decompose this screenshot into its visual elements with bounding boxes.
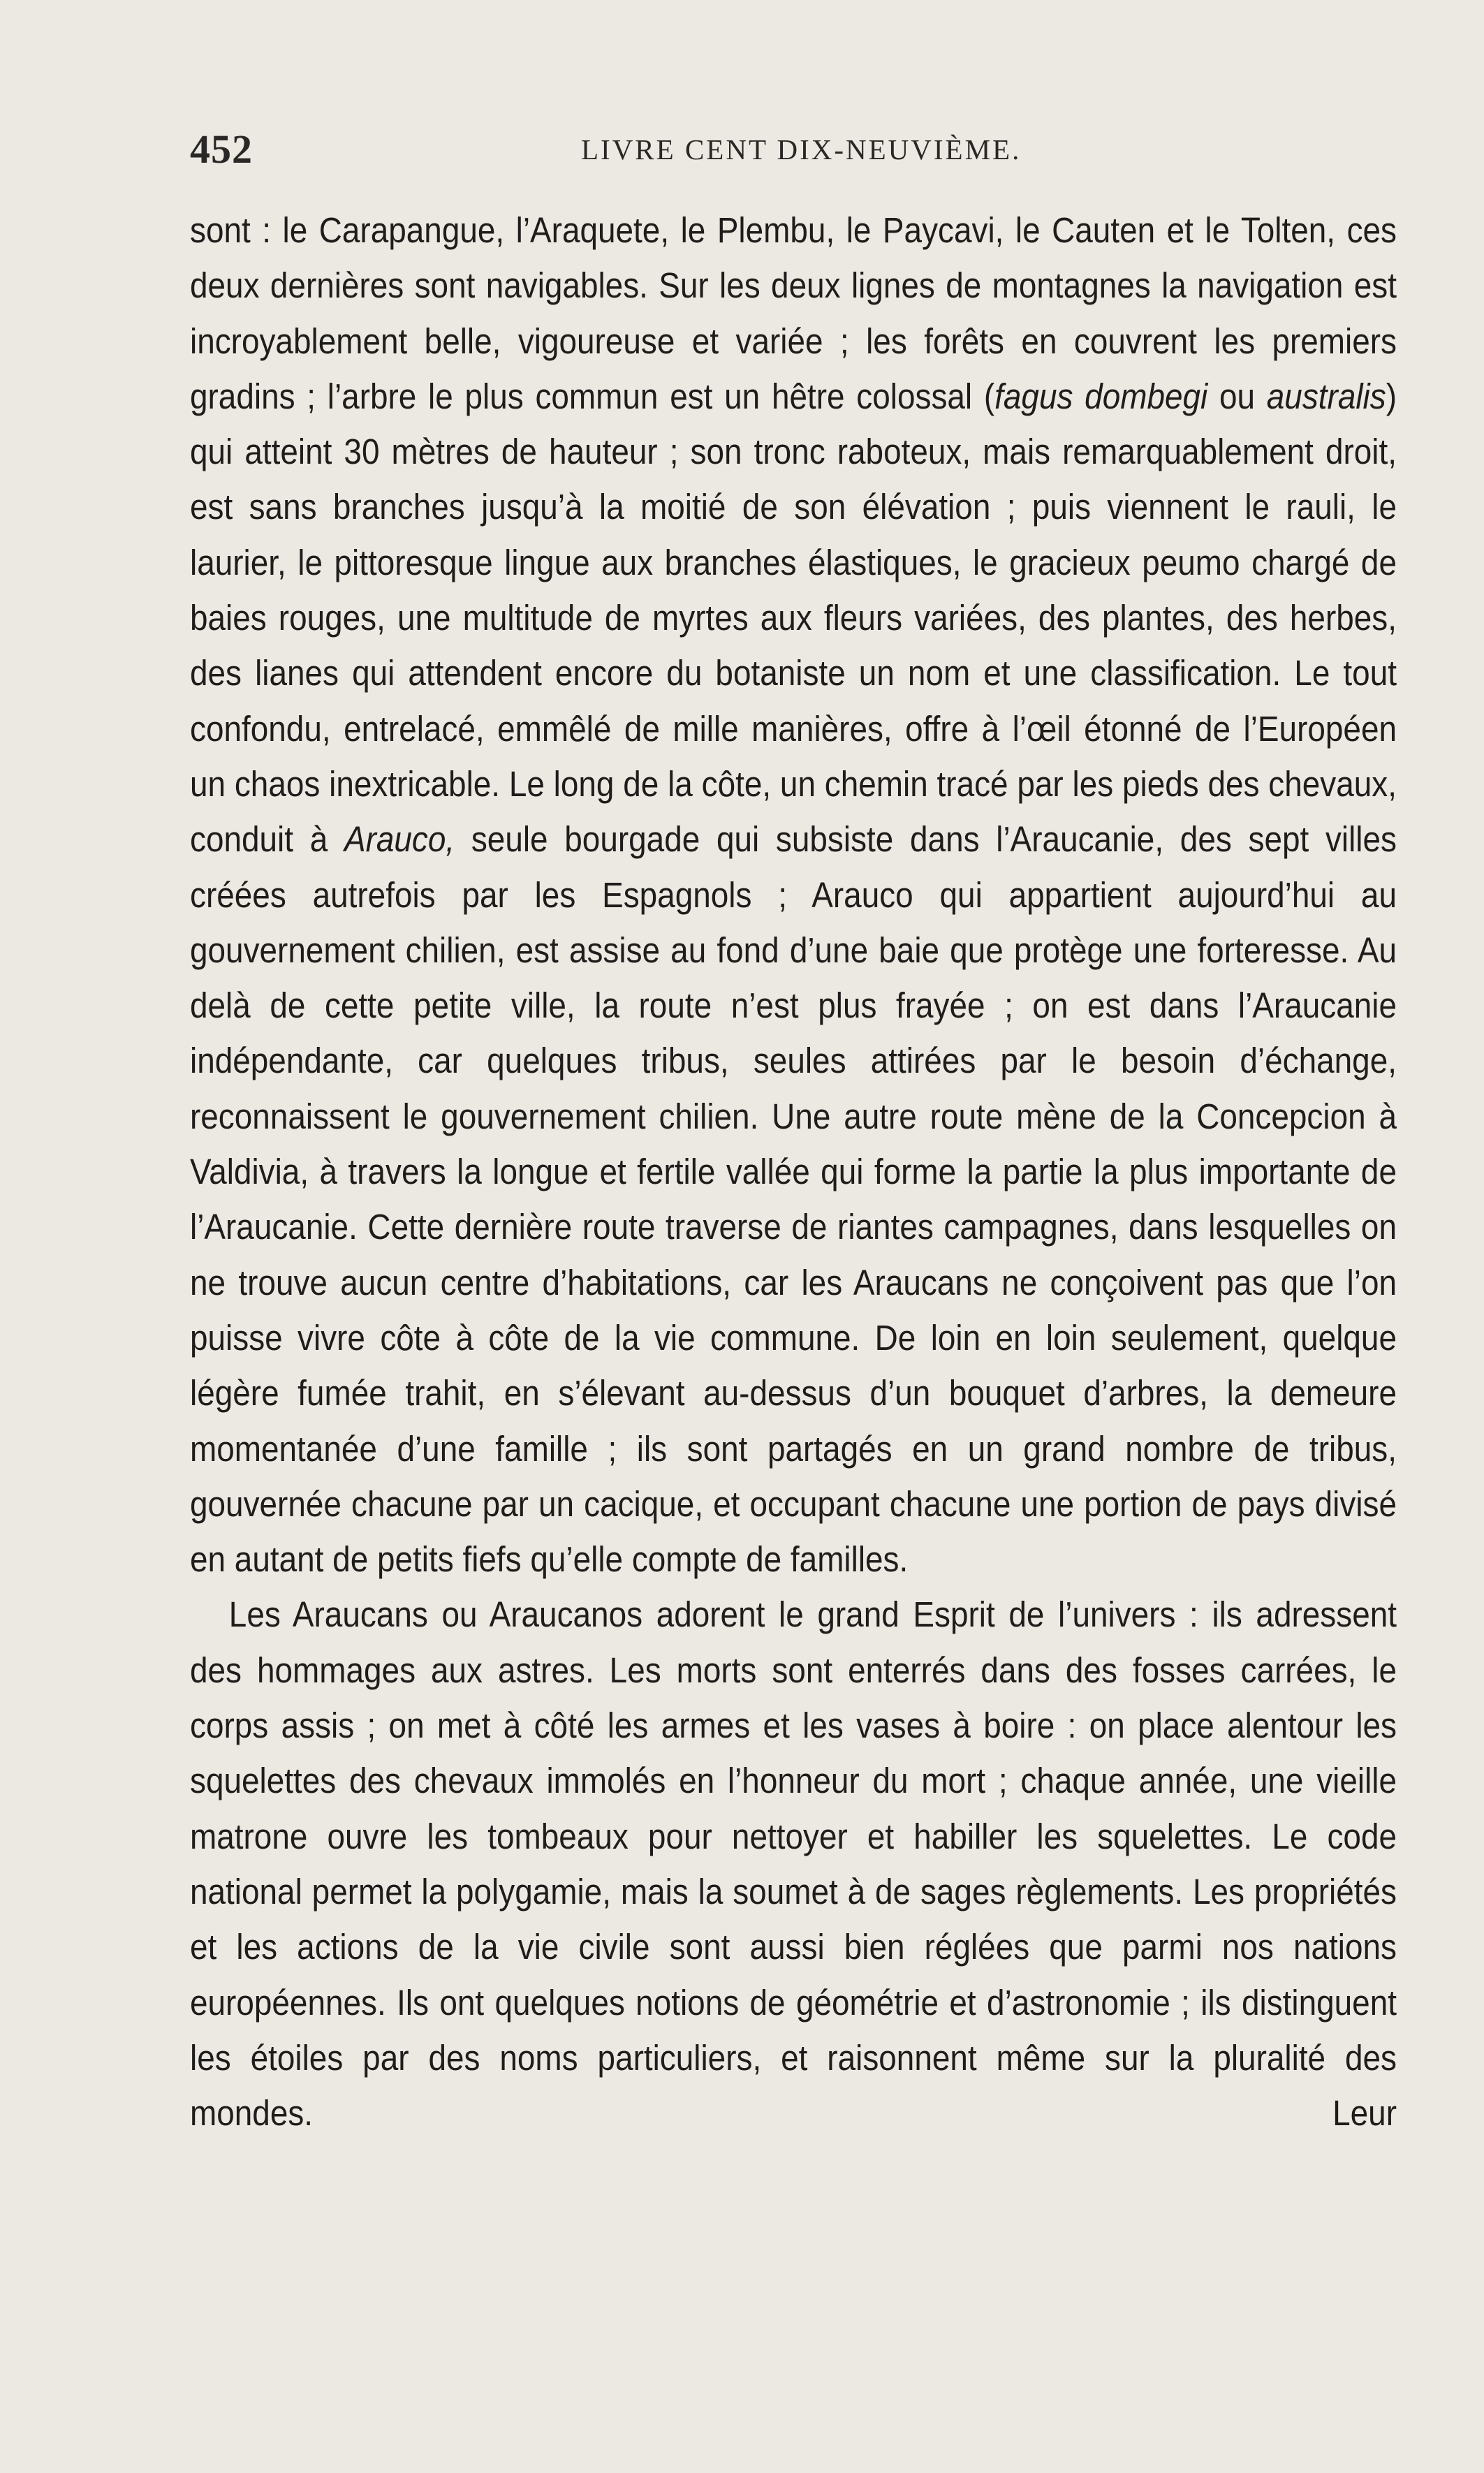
paragraph-text: ) qui atteint 30 mètres de hauteur ; son tronc raboteux, mais remarquablement droit, est sans branches jusqu’à la moitié de son élévation ; puis viennent le rauli, le laurier, le pittoresque lingue aux branches élastiques, le gracieux peumo chargé de baies rouges, une multitude de myrtes aux fleurs variées, des plantes, des herbes, des lianes qui attendent encore du botaniste un nom et une classification. Le tout confondu, entrelacé, emmêlé de mille manières, offre à l’œil étonné de l’Européen un chaos inextricable. Le long de la côte, un chemin tracé par les pieds des chevaux, conduit à [190,376,1397,860]
paragraph-text: seule bourgade qui subsiste dans l’Araucanie, des sept villes créées autrefois par les Espagnols ; Arauco qui appartient aujourd’hui au gouvernement chilien, est assise au fond d’une baie que protège une forteresse. Au delà de cette petite ville, la route n’est plus frayée ; on est dans l’Araucanie indépendante, car quelques tribus, seules attirées par le besoin d’échange, reconnaissent le gouvernement chilien. Une autre route mène de la Concepcion à Valdivia, à travers la longue et fertile vallée qui forme la partie la plus importante de l’Araucanie. Cette dernière route traverse de riantes campagnes, dans lesquelles on ne trouve aucun centre d’habitations, car les Araucans ne conçoivent pas que l’on puisse vivre côte à côte de la vie commune. De loin en loin seulement, quelque légère fumée trahit, en s’élevant au-dessus d’un bouquet d’arbres, la demeure momentanée d’une famille ; ils sont partagés en un grand nombre de tribus, gouvernée chacune par un cacique, et occupant chacune une portion de pays divisé en autant de petits fiefs qu’elle compte de familles. [190,819,1397,1580]
paragraph [190,203,1397,1587]
paragraph-text: sont : le Carapangue, l’Araquete, le Plembu, le Paycavi, le Cauten et le Tolten, ces deux dernières sont navigables. Sur les deux lignes de montagnes la navigation est incroyablement belle, vigoureuse et variée ; les forêts en couvrent les premiers gradins ; l’arbre le plus commun est un hêtre colossal ( [190,210,1397,416]
body-text [190,203,1397,2141]
running-title: LIVRE CENT DIX-NEUVIÈME. [581,133,1022,166]
paragraph: Les Araucans ou Araucanos adorent le grand Esprit de l’univers : ils adressent des hommages aux astres. Les morts sont enterrés dans des fosses carrées, le corps assis ; on met à côté les armes et les vases à boire : on place alentour les squelettes des chevaux immolés en l’honneur du mort ; chaque année, une vieille matrone ouvre les tombeaux pour nettoyer et habiller les squelettes. Le code national permet la polygamie, mais la soumet à de sages règlements. Les propriétés et les actions de la vie civile sont aussi bien réglées que parmi nos nations européennes. Ils ont quelques notions de géométrie et d’astronomie ; ils distinguent les étoiles par des noms particuliers, et raisonnent même sur la pluralité des mondes. Leur [190,1594,1397,2134]
italic-term: fagus dombegi [994,376,1208,416]
italic-place-name: Arauco, [344,819,455,860]
page-number: 452 [190,126,253,172]
italic-term: australis [1266,376,1386,416]
running-head [190,126,1397,182]
paragraph-text: ou [1207,376,1267,416]
